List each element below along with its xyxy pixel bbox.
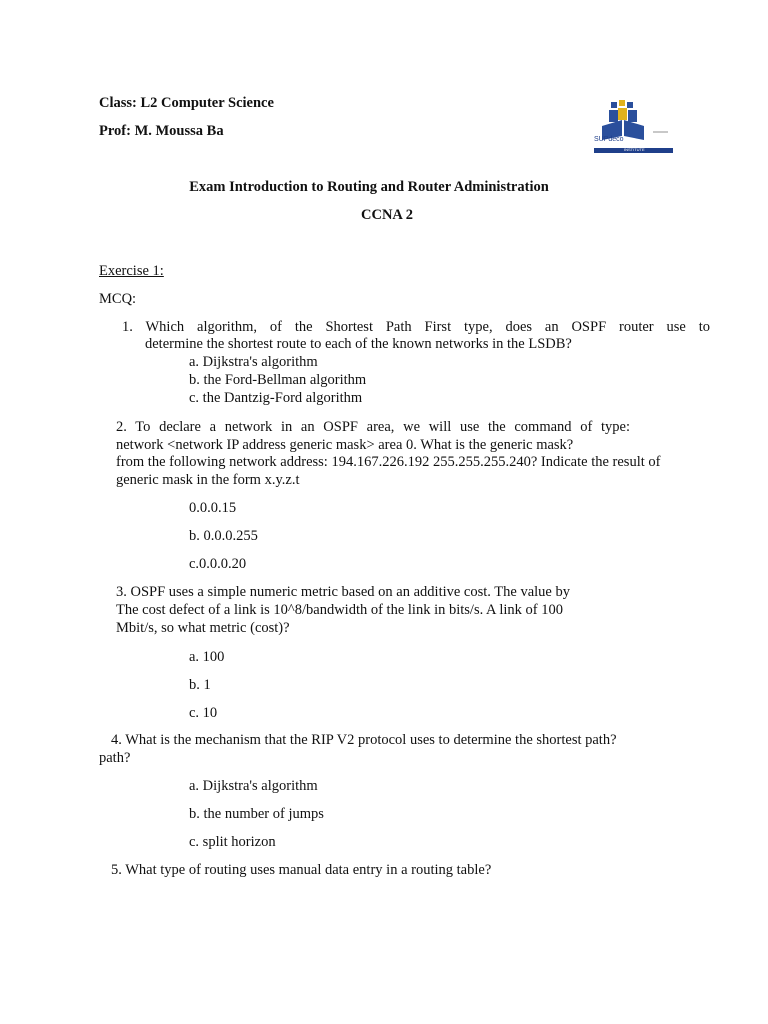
question-1-option-a: a. Dijkstra's algorithm [189, 354, 318, 370]
question-1-line-2: determine the shortest route to each of the known networks in the LSDB? [145, 336, 572, 352]
question-1-option-b: b. the Ford-Bellman algorithm [189, 372, 367, 388]
question-2-option-1: 0.0.0.15 [189, 500, 237, 516]
question-3-option-a: a. 100 [189, 649, 225, 665]
class-line: Class: L2 Computer Science [99, 95, 274, 111]
question-4-line-2: path? [99, 750, 131, 766]
question-4-option-a: a. Dijkstra's algorithm [189, 778, 318, 794]
question-4-option-c: c. split horizon [189, 834, 276, 850]
question-3-option-c: c. 10 [189, 705, 218, 721]
question-3-line-2: The cost defect of a link is 10^8/bandwidth of the link in bits/s. A link of 100 [116, 602, 563, 618]
question-2-line-1: 2. To declare a network in an OSPF area, we will use the command of type: [116, 419, 630, 435]
question-2-line-2: network <network IP address generic mask> area 0. What is the generic mask? [116, 437, 574, 453]
question-4-line-1: 4. What is the mechanism that the RIP V2 protocol uses to determine the shortest path? [111, 732, 617, 748]
question-5-line-1: 5. What type of routing uses manual data entry in a routing table? [111, 862, 492, 878]
question-1-option-c: c. the Dantzig-Ford algorithm [189, 390, 363, 406]
question-3-line-3: Mbit/s, so what metric (cost)? [116, 620, 290, 636]
question-3-option-b: b. 1 [189, 677, 211, 693]
logo-text: SUPdeco [594, 136, 624, 143]
logo-subtext: INSTITUTE [624, 147, 645, 152]
question-2-line-3: from the following network address: 194.167.226.192 255.255.255.240? Indicate the result of [116, 454, 661, 470]
exam-subtitle: CCNA 2 [361, 207, 413, 223]
school-logo [588, 96, 678, 156]
exam-title: Exam Introduction to Routing and Router Administration [189, 179, 549, 195]
exercise-heading: Exercise 1: [99, 263, 164, 279]
question-3-line-1: 3. OSPF uses a simple numeric metric based on an additive cost. The value by [116, 584, 570, 600]
prof-line: Prof: M. Moussa Ba [99, 123, 224, 139]
question-2-line-4: generic mask in the form x.y.z.t [116, 472, 300, 488]
question-2-option-3: c.0.0.0.20 [189, 556, 247, 572]
question-1-line-1: 1. Which algorithm, of the Shortest Path First type, does an OSPF router use to [122, 319, 710, 335]
mcq-label: MCQ: [99, 291, 137, 307]
question-4-option-b: b. the number of jumps [189, 806, 324, 822]
question-2-option-2: b. 0.0.0.255 [189, 528, 258, 544]
